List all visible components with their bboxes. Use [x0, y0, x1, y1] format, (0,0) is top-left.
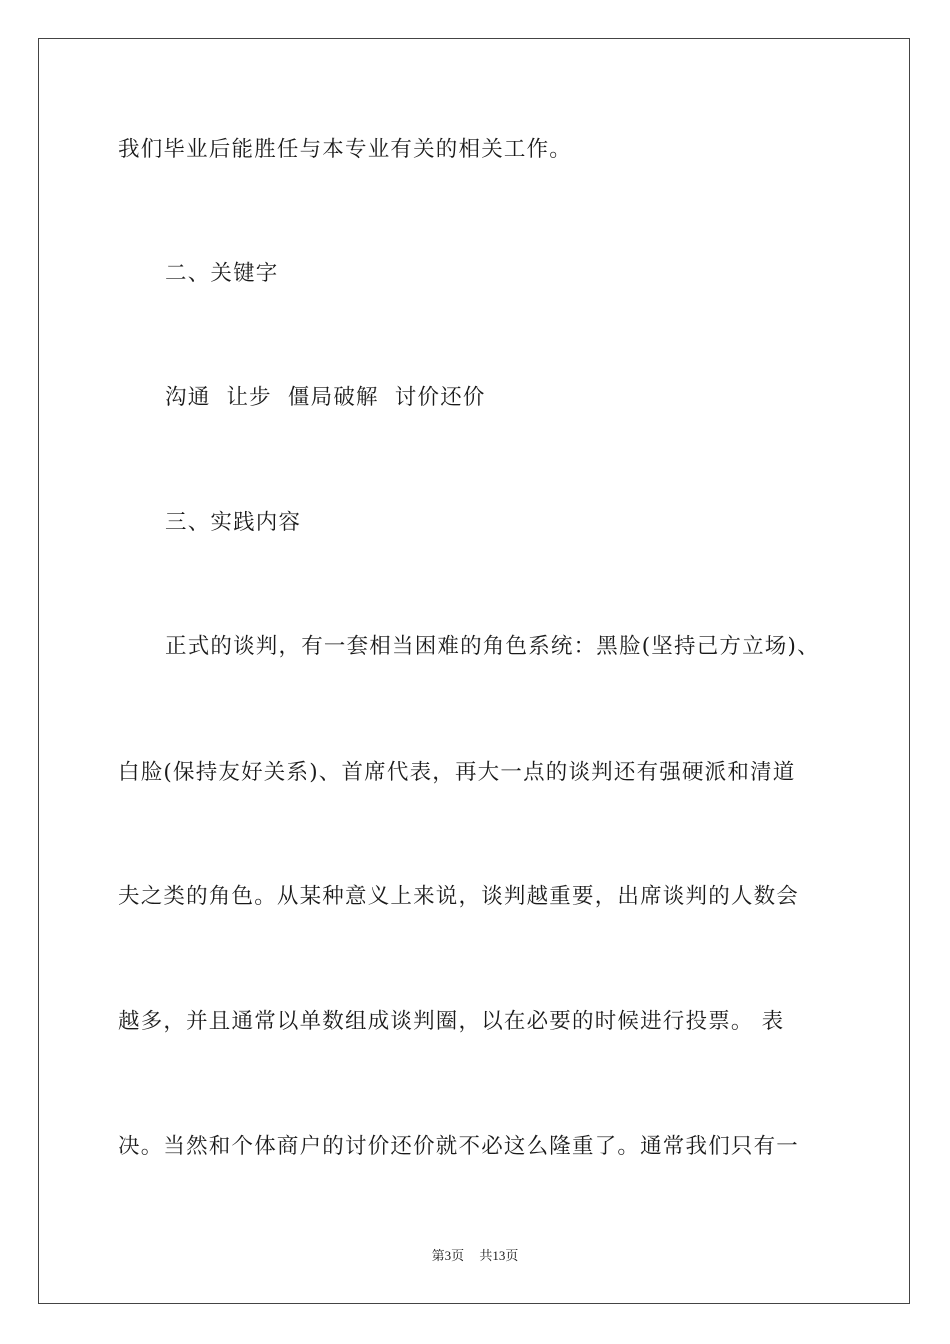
body-paragraph-line-2: 白脸(保持友好关系)、首席代表，再大一点的谈判还有强硬派和清道 [118, 760, 796, 785]
page-number: 第3页 [431, 1248, 465, 1263]
total-pages: 共13页 [479, 1248, 519, 1263]
body-line-1: 我们毕业后能胜任与本专业有关的相关工作。 [118, 137, 573, 162]
body-paragraph-line-3: 夫之类的角色。从某种意义上来说，谈判越重要，出席谈判的人数会 [118, 884, 800, 909]
keywords-line: 沟通 让步 僵局破解 讨价还价 [165, 385, 486, 410]
body-paragraph-line-5: 决。当然和个体商户的讨价还价就不必这么隆重了。通常我们只有一 [118, 1134, 800, 1159]
body-paragraph-line-4: 越多，并且通常以单数组成谈判圈，以在必要的时候进行投票。 表 [118, 1009, 785, 1034]
body-paragraph-line-1: 正式的谈判，有一套相当困难的角色系统：黑脸(坚持己方立场)、 [165, 634, 820, 659]
section-heading-keywords: 二、关键字 [165, 261, 279, 286]
page-footer [0, 1247, 950, 1265]
page-frame [38, 38, 910, 1304]
section-heading-practice: 三、实践内容 [165, 510, 302, 535]
